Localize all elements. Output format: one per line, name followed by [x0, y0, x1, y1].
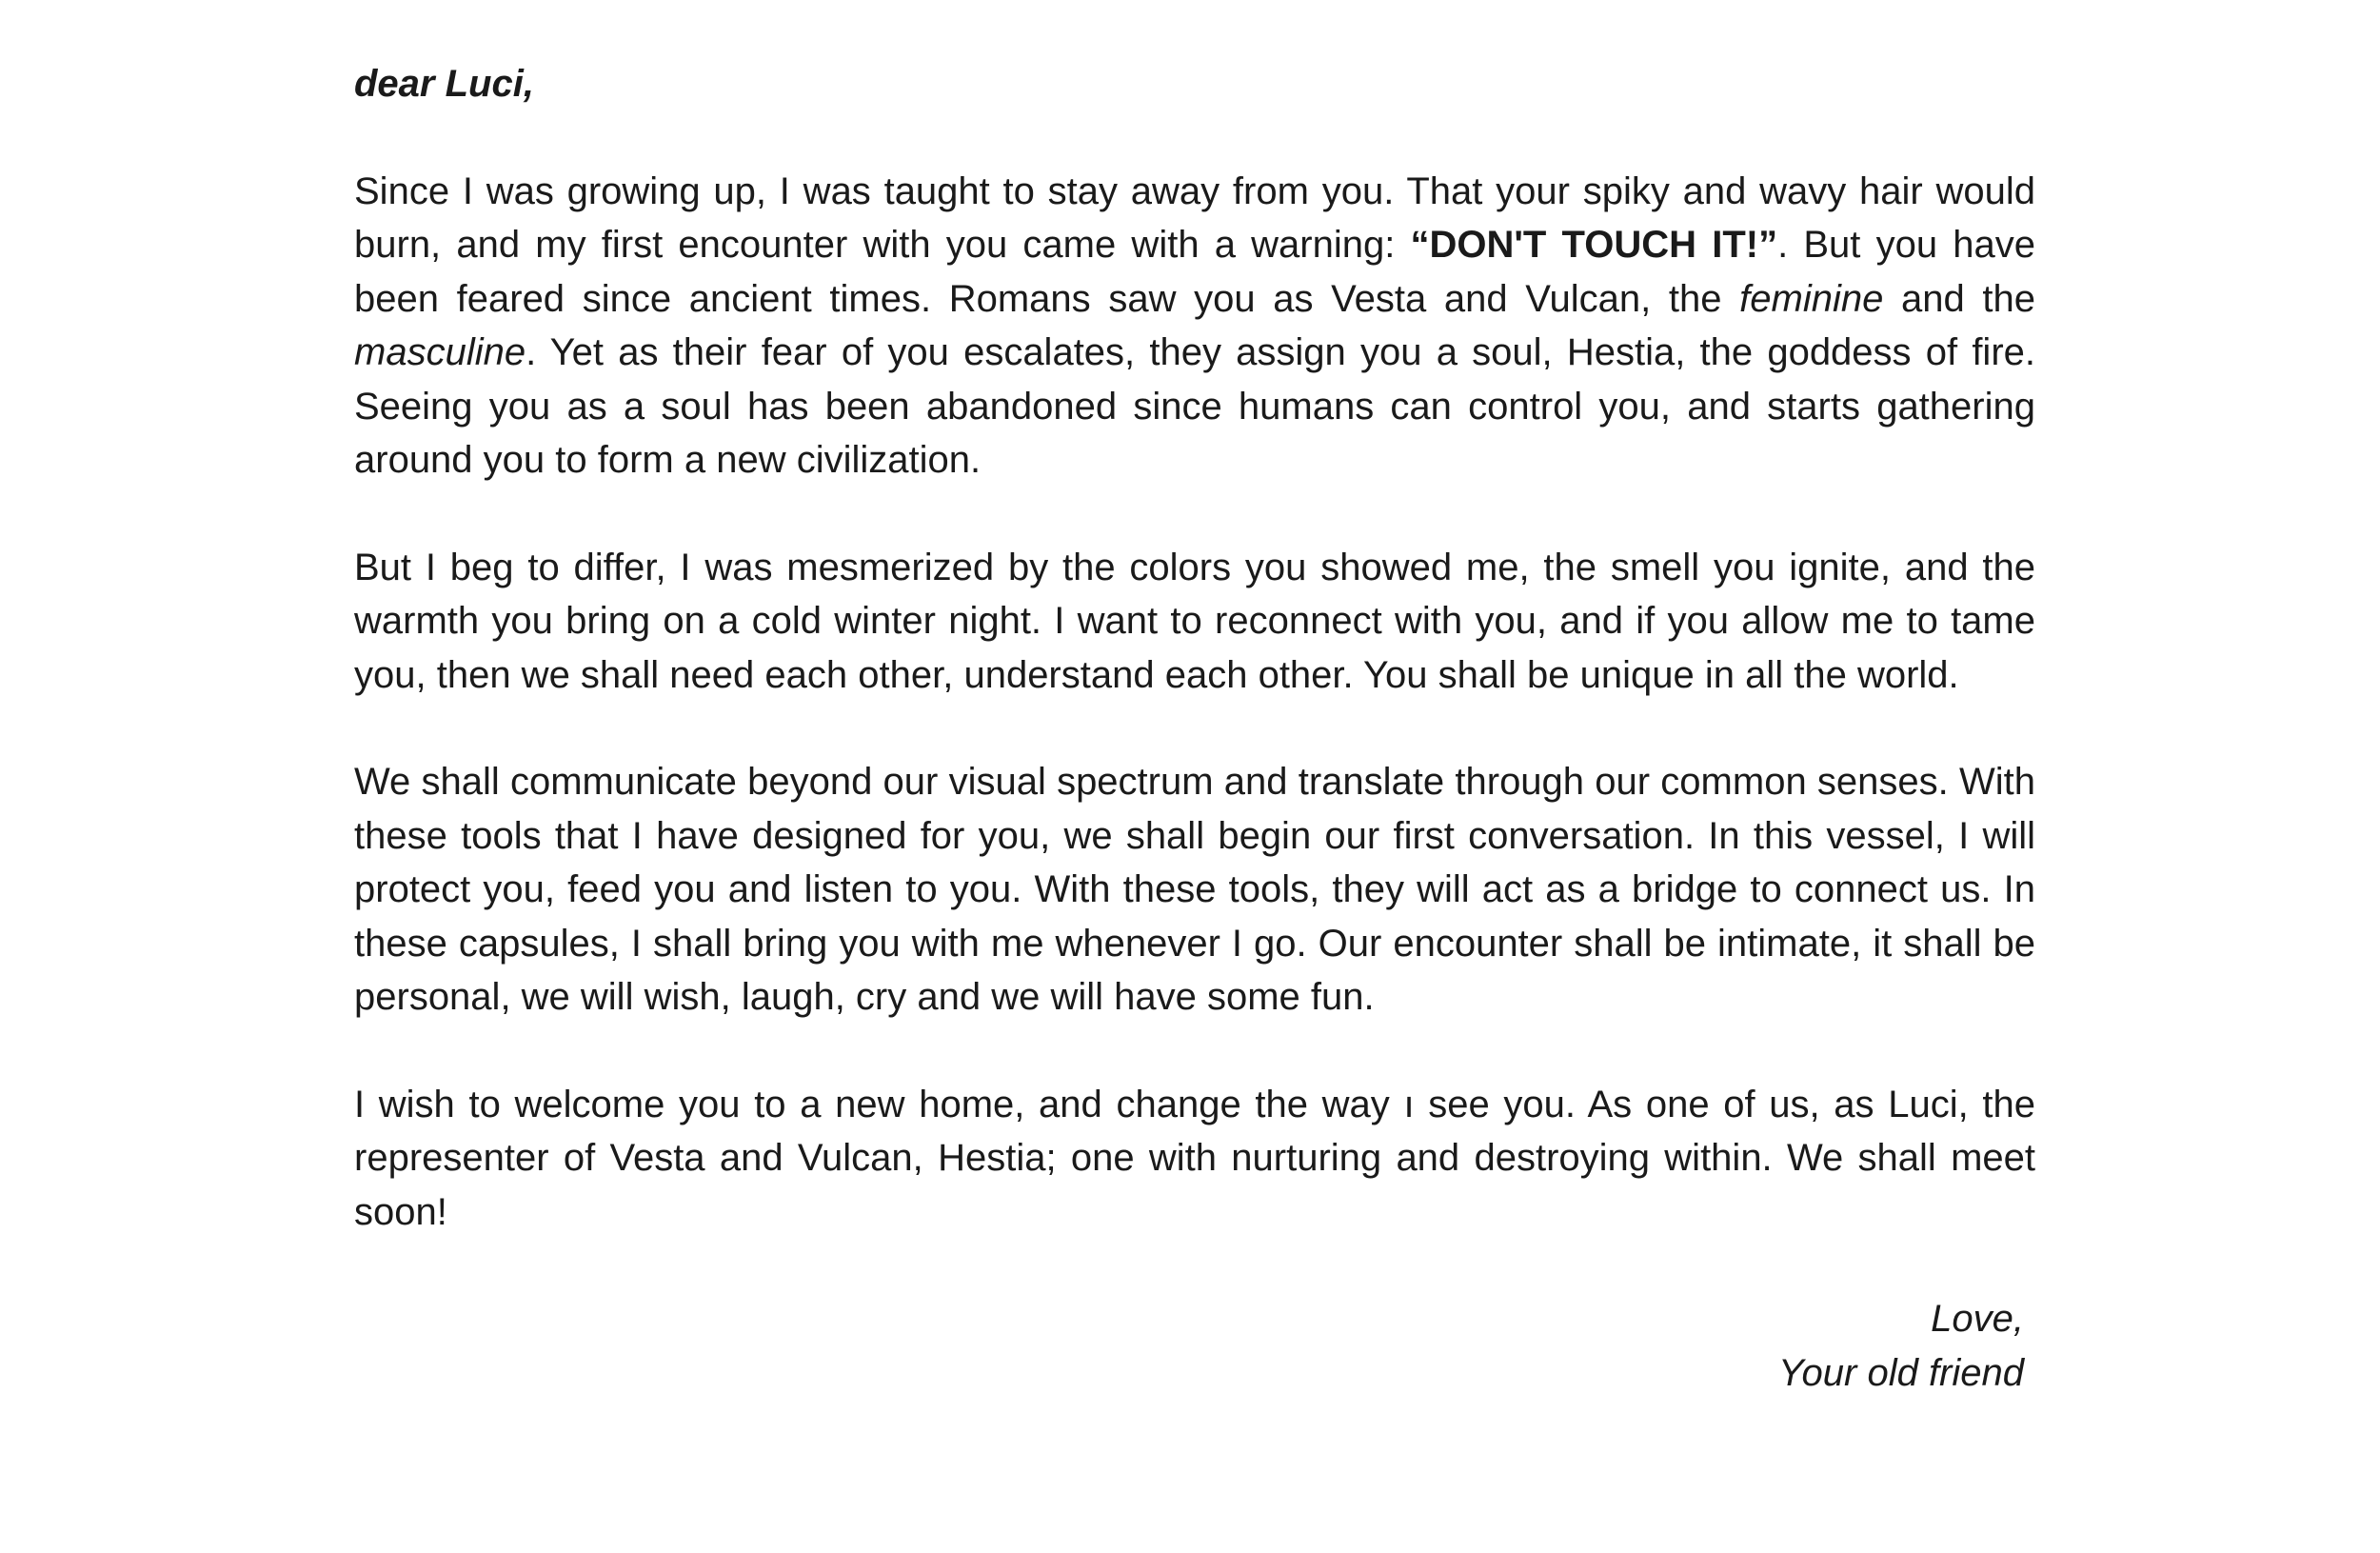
salutation: dear Luci,	[354, 63, 534, 105]
masculine-word: masculine	[354, 331, 526, 373]
closing-line-signature: Your old friend	[1778, 1351, 2024, 1394]
paragraph-1-part-d: . Yet as their fear of you escalates, they assign you a soul, Hestia, the goddess of fire. Seeing you as a soul has been abandoned since humans can control you, and starts gathering around you to form a new civilization.	[354, 331, 2035, 481]
paragraph-1-part-a: Since I was growing up, I was taught to stay away from you. That your spiky and wavy hair would burn, and my first encounter with you came with a warning:	[354, 169, 2035, 266]
paragraph-2: But I beg to differ, I was mesmerized by the colors you showed me, the smell you ignite, and the warmth you bring on a cold winter night. I want to reconnect with you, and if you allow me to tame you, then we shall need each other, understand each other. You shall be unique in all the world.	[354, 546, 2035, 696]
paragraph-1-part-c: and the	[1883, 277, 2035, 320]
feminine-word: feminine	[1739, 277, 1884, 320]
paragraph-1-part-b: . But you have been feared since ancient times. Romans saw you as Vesta and Vulcan, the	[354, 224, 2035, 320]
warning-text: “DON'T TOUCH IT!”	[1410, 224, 1778, 266]
closing-line-love: Love,	[1931, 1298, 2024, 1340]
paragraph-4: I wish to welcome you to a new home, and change the way ı see you. As one of us, as Luci, the representer of Vesta and Vulcan, Hestia; one with nurturing and destroying within. We shall meet soon!	[354, 1083, 2035, 1233]
closing	[354, 1292, 2035, 1400]
paragraph-1	[354, 165, 2035, 488]
letter	[354, 57, 2035, 1400]
paragraph-3: We shall communicate beyond our visual spectrum and translate through our common senses. With these tools that I have designed for you, we shall begin our first conversation. In this vessel, I will protect you, feed you and listen to you. With these tools, they will act as a bridge to connect us. In these capsules, I shall bring you with me whenever I go. Our encounter shall be intimate, it shall be personal, we will wish, laugh, cry and we will have some fun.	[354, 761, 2035, 1018]
